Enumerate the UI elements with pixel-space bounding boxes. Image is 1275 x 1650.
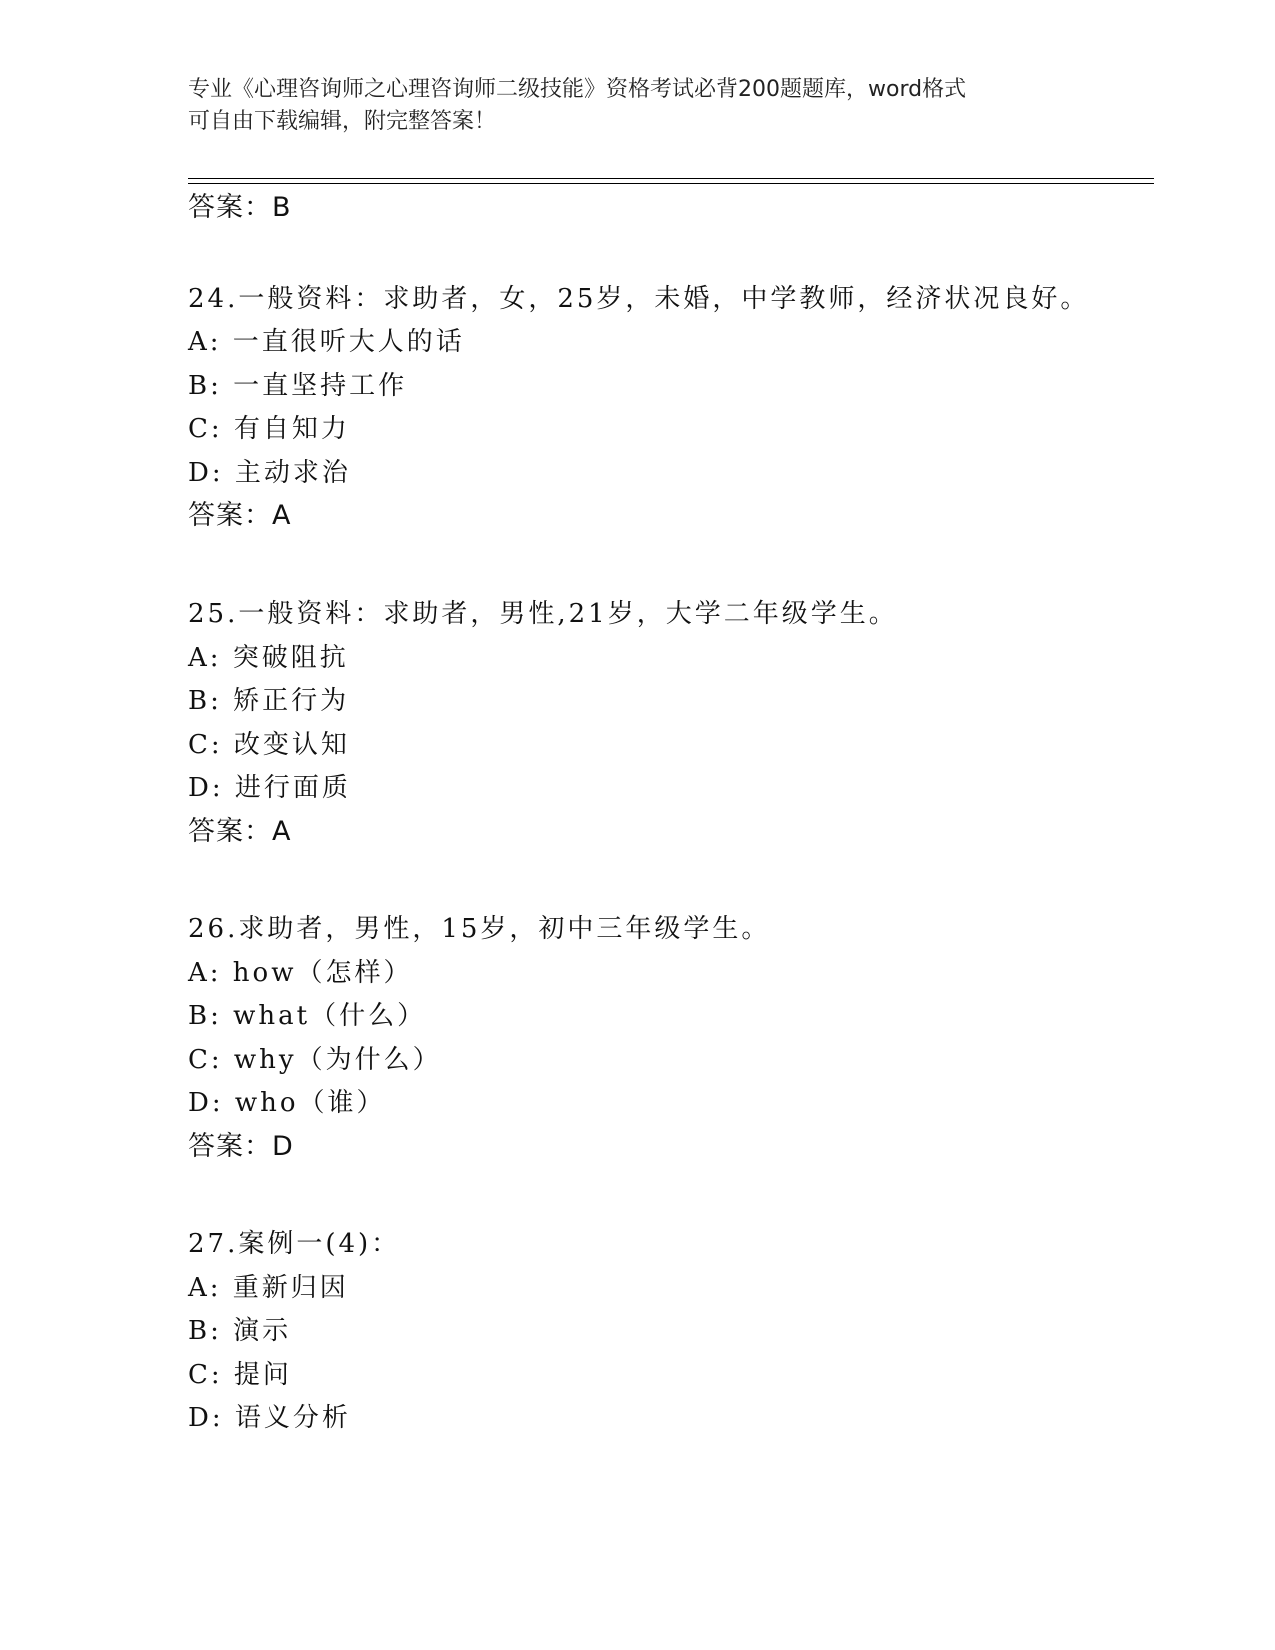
question-option-b: B: 一直坚持工作 (188, 371, 408, 401)
question-option-a: A: how（怎样） (188, 958, 413, 988)
question-option-d: D: 语义分析 (188, 1403, 351, 1433)
question-answer: 答案：A (188, 500, 292, 531)
question-option-b: B: 矫正行为 (188, 686, 350, 716)
question-option-b: B: 演示 (188, 1316, 292, 1346)
question-stem: 25.一般资料：求助者，男性,21岁，大学二年级学生。 (188, 599, 898, 629)
question-stem: 24.一般资料：求助者，女，25岁，未婚，中学教师，经济状况良好。 (188, 284, 1090, 314)
question-option-a: A: 重新归因 (188, 1273, 349, 1303)
question-option-a: A: 突破阻抗 (188, 643, 349, 673)
question-answer: 答案：D (188, 1131, 294, 1162)
header-line-1: 专业《心理咨询师之心理咨询师二级技能》资格考试必背200题题库，word格式 (188, 77, 967, 102)
previous-answer: 答案：B (188, 192, 292, 223)
document-header (188, 74, 1068, 138)
question-option-a: A: 一直很听大人的话 (188, 327, 465, 357)
question-answer: 答案：A (188, 816, 292, 847)
question-option-d: D: 进行面质 (188, 773, 351, 803)
question-option-c: C: 提问 (188, 1360, 292, 1390)
question-stem: 27.案例一(4)： (188, 1229, 401, 1259)
question-option-c: C: 改变认知 (188, 730, 350, 760)
header-line-2: 可自由下载编辑，附完整答案！ (188, 109, 497, 134)
question-option-b: B: what（什么） (188, 1001, 427, 1031)
header-rule-bottom (188, 183, 1154, 184)
header-rule-top (188, 178, 1154, 179)
question-option-c: C: 有自知力 (188, 414, 350, 444)
question-stem: 26.求助者，男性，15岁，初中三年级学生。 (188, 914, 771, 944)
question-option-c: C: why（为什么） (188, 1045, 442, 1075)
question-option-d: D: who（谁） (188, 1088, 386, 1118)
question-option-d: D: 主动求治 (188, 458, 351, 488)
